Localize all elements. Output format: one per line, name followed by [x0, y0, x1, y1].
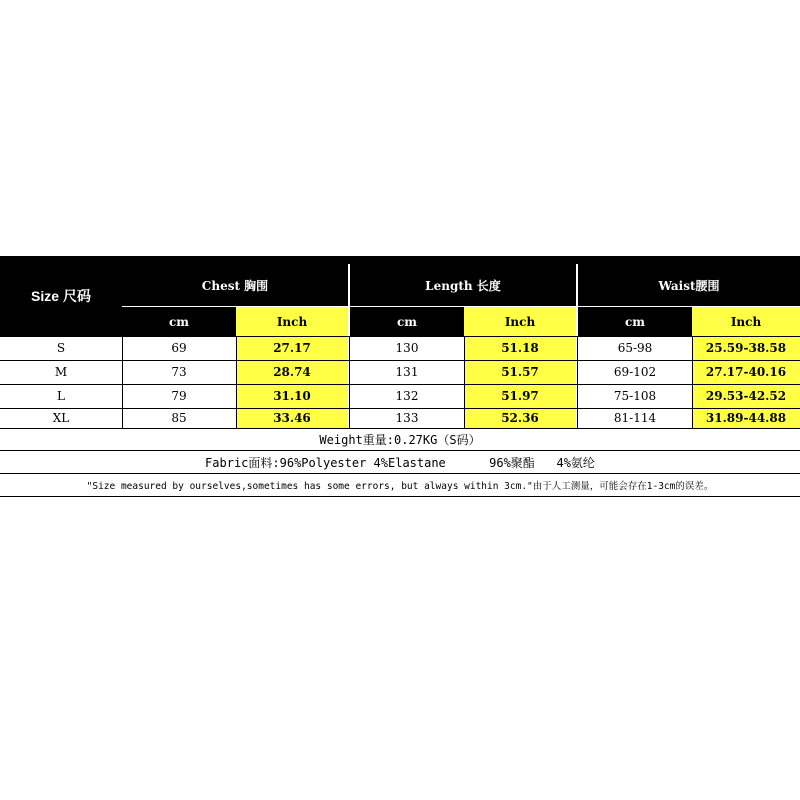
size-header-cell: [0, 256, 122, 336]
grid-line: [236, 336, 237, 428]
size-cell: XL: [52, 411, 70, 425]
unit-cm-label: cm: [168, 314, 189, 329]
waist-inch-cell: 27.17-40.16: [692, 360, 800, 384]
waist-inch-header: [692, 307, 800, 336]
waist-cm-cell: 75-108: [613, 389, 657, 403]
size-cell: L: [57, 389, 65, 403]
chest-header-label: Chest 胸围: [201, 278, 269, 293]
weight-text: Weight重量:0.27KG（S码）: [319, 432, 481, 447]
size-header-label: Size 尺码: [31, 288, 91, 304]
unit-cm-label: cm: [396, 314, 417, 329]
chest-header: [122, 264, 348, 306]
unit-inch-label: Inch: [504, 314, 536, 329]
length-inch-cell: 51.18: [464, 336, 576, 360]
note-line: [0, 474, 800, 496]
waist-inch-cell: 25.59-38.58: [692, 336, 800, 360]
waist-cm-cell: 69-102: [613, 365, 657, 379]
waist-inch-cell: 29.53-42.52: [692, 384, 800, 408]
unit-cm-label: cm: [624, 314, 645, 329]
waist-inch-cell: 31.89-44.88: [692, 408, 800, 428]
chest-cm-cell: 85: [171, 411, 187, 425]
chest-inch-cell: 28.74: [236, 360, 348, 384]
grid-line: [464, 336, 465, 428]
grid-line: [0, 336, 800, 337]
waist-cm-header: [578, 307, 692, 336]
chest-inch-cell: 31.10: [236, 384, 348, 408]
grid-line: [122, 336, 123, 428]
length-inch-cell: 51.57: [464, 360, 576, 384]
header-top-strip: [122, 256, 800, 264]
chest-inch-cell: 27.17: [236, 336, 348, 360]
grid-line: [0, 408, 800, 409]
fabric-line: [0, 451, 800, 473]
weight-line: [0, 428, 800, 450]
length-cm-cell: 132: [395, 389, 419, 403]
size-cell: M: [54, 365, 68, 379]
length-cm-cell: 131: [395, 365, 419, 379]
waist-header-label: Waist腰围: [658, 278, 720, 293]
length-cm-header: [350, 307, 464, 336]
waist-cm-cell: 65-98: [617, 341, 653, 355]
chest-inch-cell: 33.46: [236, 408, 348, 428]
length-header-label: Length 长度: [425, 278, 501, 293]
size-cell: S: [56, 341, 66, 355]
grid-line: [0, 496, 800, 497]
length-inch-cell: 52.36: [464, 408, 576, 428]
chest-cm-cell: 73: [171, 365, 187, 379]
grid-line: [577, 336, 578, 428]
grid-line: [0, 360, 800, 361]
chest-cm-header: [122, 307, 236, 336]
length-inch-cell: 51.97: [464, 384, 576, 408]
length-inch-header: [464, 307, 576, 336]
waist-cm-cell: 81-114: [613, 411, 657, 425]
chest-cm-cell: 69: [171, 341, 187, 355]
chest-inch-header: [236, 307, 348, 336]
chest-cm-cell: 79: [171, 389, 187, 403]
grid-line: [0, 384, 800, 385]
length-cm-cell: 130: [395, 341, 419, 355]
measurement-note: "Size measured by ourselves,sometimes has some errors, but always within 3cm."由于人工测量，可能会存在1-3cm的误差。: [86, 481, 714, 492]
unit-inch-label: Inch: [730, 314, 762, 329]
grid-line: [349, 336, 350, 428]
waist-header: [578, 264, 800, 306]
grid-line: [692, 336, 693, 428]
length-cm-cell: 133: [395, 411, 419, 425]
fabric-text: Fabric面料:96%Polyester 4%Elastane 96%聚酯 4%氨纶: [205, 455, 595, 470]
length-header: [350, 264, 576, 306]
unit-inch-label: Inch: [276, 314, 308, 329]
